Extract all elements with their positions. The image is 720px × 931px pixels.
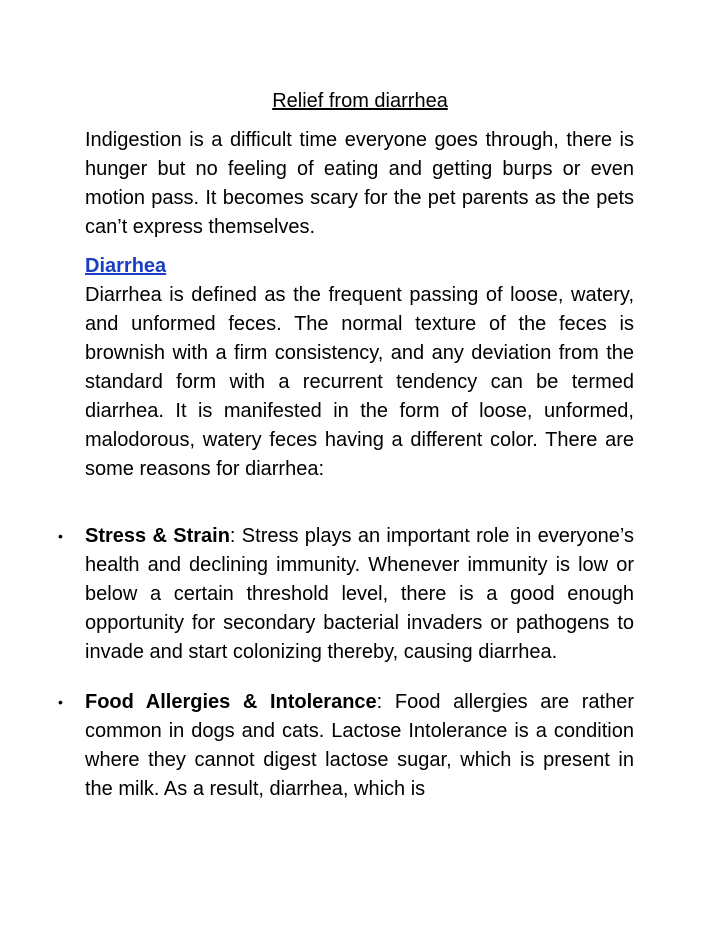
diarrhea-definition-paragraph: Diarrhea is defined as the frequent passing of loose, watery, and unformed feces. The normal texture of the feces is brownish with a firm consistency, and any deviation from the standard form with a recurrent tendency can be termed diarrhea. It is manifested in the form of loose, unformed, malodorous, watery feces having a different color. There are some reasons for diarrhea: (85, 284, 634, 480)
bullet-text: : Food allergies are rather common in dogs and cats. Lactose Intolerance is a condition where they cannot digest lactose sugar, which is present in the milk. As a result, diarrhea, which is (85, 691, 634, 800)
list-item-food-allergies (0, 688, 634, 804)
reasons-list (0, 522, 720, 825)
bullet-term: Stress & Strain (85, 525, 230, 547)
intro-paragraph: Indigestion is a difficult time everyone goes through, there is hunger but no feeling of eating and getting burps or even motion pass. It becomes scary for the pet parents as the pets can’t express themselves. (85, 129, 634, 238)
diarrhea-section (85, 252, 634, 484)
bullet-icon: • (58, 694, 63, 710)
bullet-icon: • (58, 528, 63, 544)
diarrhea-heading-link[interactable]: Diarrhea (85, 255, 167, 277)
bullet-text: : Stress plays an important role in everyone’s health and declining immunity. Whenever immunity is low or below a certain threshold level, there is a good enough opportunity for secondary bacterial invaders or pathogens to invade and start colonizing thereby, causing diarrhea. (85, 525, 634, 663)
list-item-stress-strain (0, 522, 634, 667)
bullet-term: Food Allergies & Intolerance (85, 691, 377, 713)
document-title: Relief from diarrhea (272, 90, 448, 112)
